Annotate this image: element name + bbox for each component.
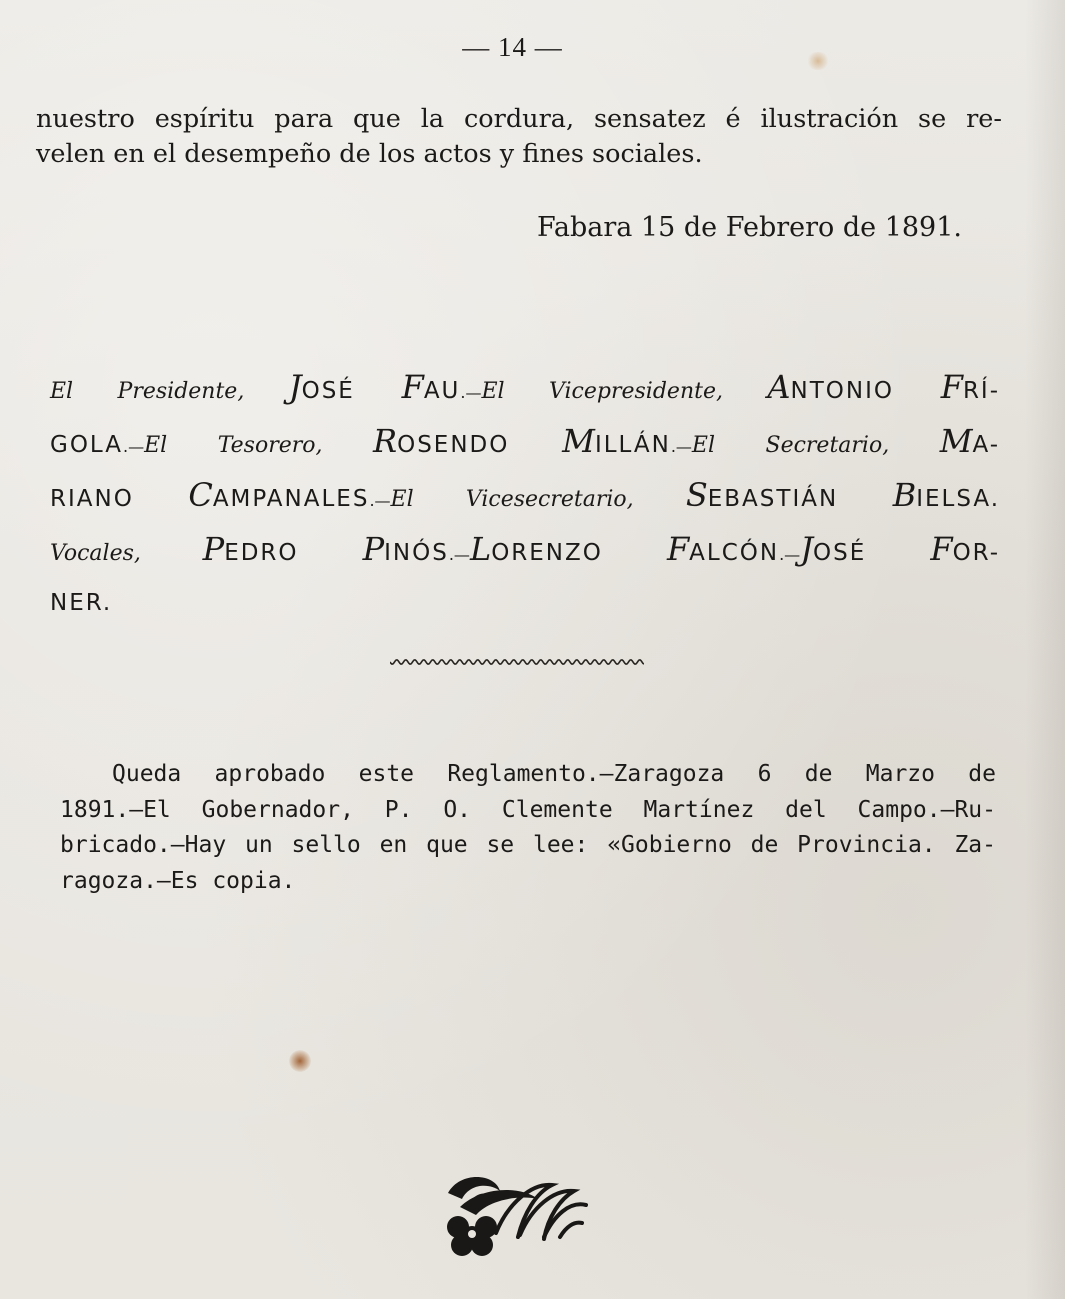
signatory-name: GOLA — [50, 432, 124, 458]
place-and-date: Fabara 15 de Febrero de 1891. — [536, 212, 962, 243]
signatory-title: Vocales, — [50, 541, 203, 566]
signatory-title: El Tesorero, — [144, 433, 373, 458]
separator-dash: .— — [779, 545, 801, 564]
signatory-name: PEDRO PINÓS — [202, 530, 449, 568]
signatory-name: SEBASTIÁN BIELSA. — [685, 476, 1001, 514]
text-line: bricado.—Hay un sello en que se lee: «Gobierno de Provincia. Za- — [60, 832, 996, 858]
paragraph-ending — [36, 102, 1002, 172]
signature-line — [50, 414, 1000, 468]
signatory-title: El Vicesecretario, — [390, 487, 686, 512]
signatory-name: JOSÉ FOR- — [800, 530, 1001, 568]
signatory-title: El Vicepresidente, — [481, 379, 768, 404]
wavy-rule-divider — [390, 655, 644, 669]
signatory-name: JOSÉ FAU — [288, 368, 461, 406]
signature-line — [50, 468, 1000, 522]
signature-line — [50, 576, 1000, 630]
page-number: — 14 — — [462, 32, 563, 62]
paper-stain — [289, 1050, 311, 1072]
text-line: velen en el desempeño de los actos y fines sociales. — [36, 139, 703, 169]
separator-dash: .— — [123, 437, 145, 456]
separator-dash: .— — [670, 437, 692, 456]
floral-tailpiece-icon — [440, 1163, 590, 1263]
signatory-name: RIANO CAMPANALES — [50, 476, 370, 514]
signature-line — [50, 360, 1000, 414]
separator-dash: .— — [460, 383, 482, 402]
separator-dash: .— — [448, 545, 470, 564]
signatory-title: El Secretario, — [691, 433, 940, 458]
signatory-name: MA- — [939, 422, 1000, 460]
signatory-name: LORENZO FALCÓN — [469, 530, 780, 568]
text-line: ragoza.—Es copia. — [60, 867, 296, 894]
text-line: Queda aprobado este Reglamento.—Zaragoza 6 de Marzo de — [112, 761, 996, 787]
signatory-name: ROSENDO MILLÁN — [373, 422, 671, 460]
text-line: 1891.—El Gobernador, P. O. Clemente Martínez del Campo.—Ru- — [60, 796, 996, 823]
page-edge-shadow — [1025, 0, 1065, 1299]
text-line: nuestro espíritu para que la cordura, sensatez é ilustración se re- — [36, 104, 1002, 134]
approval-note — [60, 757, 996, 899]
signature-line — [50, 522, 1000, 576]
signatories-block — [50, 360, 1000, 630]
separator-dash: .— — [369, 491, 391, 510]
signatory-title: El Presidente, — [50, 379, 289, 404]
signatory-name: ANTONIO FRÍ- — [767, 368, 1001, 406]
signatory-name: NER. — [50, 590, 113, 616]
